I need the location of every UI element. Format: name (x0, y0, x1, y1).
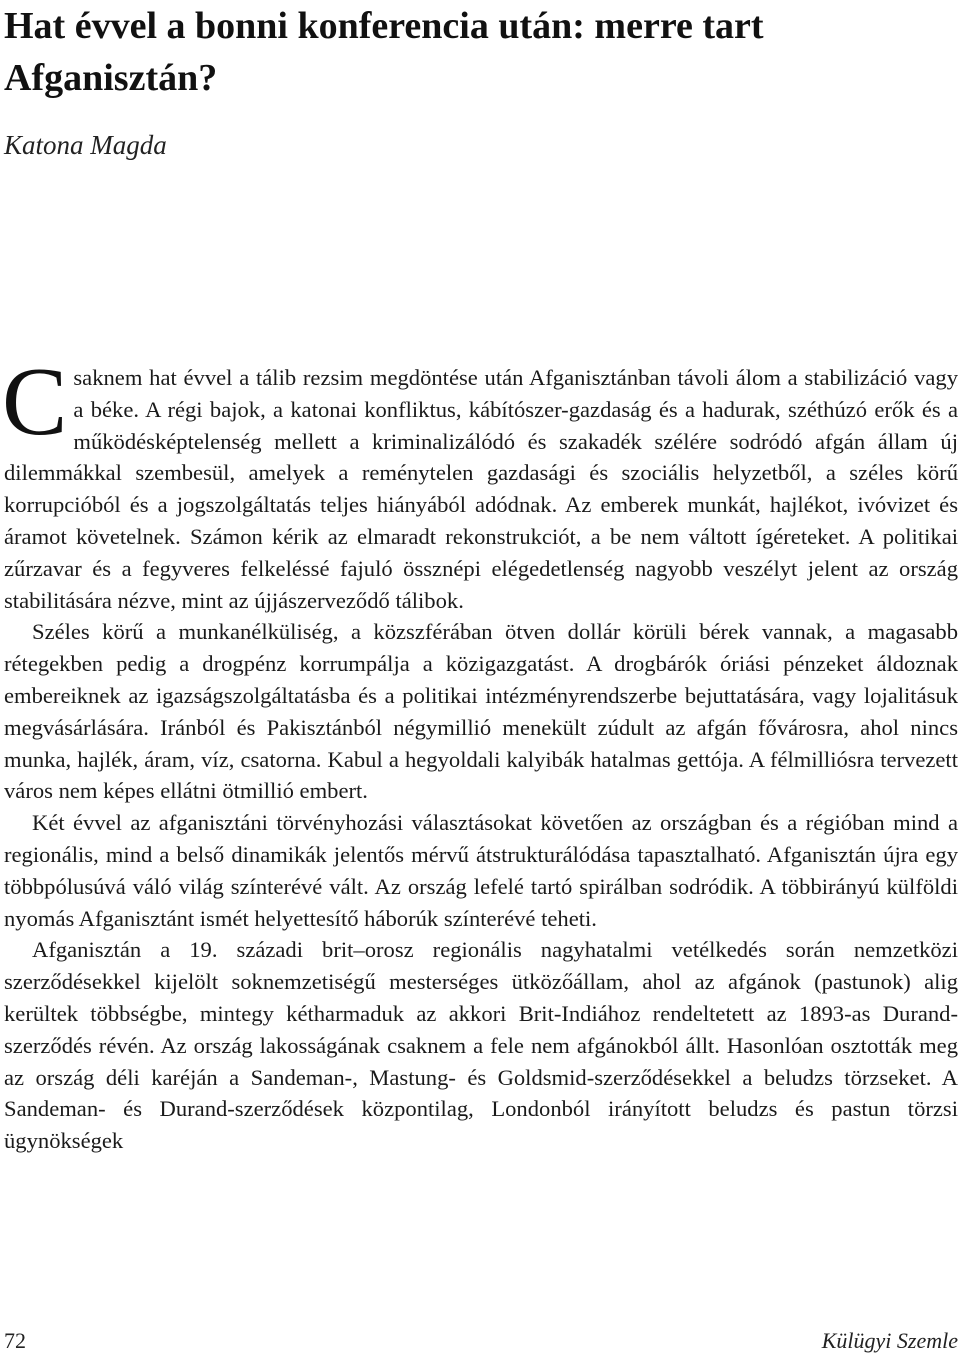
paragraph-1 (2, 348, 958, 616)
journal-name: Külügyi Szemle (821, 1328, 958, 1353)
paragraph-3: Két évvel az afganisztáni törvényhozási választásokat követően az országban és a régióban mind a regionális, mind a belső dinamikák jelentős mérvű átstrukturálódása tapasztalható. Afganisztán újra egy többpólusúvá váló világ színterévé vált. Az ország lefelé tartó spirálban sodródik. A többirányú külföldi nyomás Afganisztánt ismét helyettesítő háborúk színterévé teheti. (4, 810, 958, 931)
drop-cap: C (2, 348, 68, 456)
paragraph-4: Afganisztán a 19. századi brit–orosz regionális nagyhatalmi vetélkedés során nemzetközi szerződésekkel kijelölt soknemzetiségű mesterséges ütközőállam, ahol az afgánok (pastunok) alig kerültek többségbe, mintegy kétharmaduk az akkori Brit-Indiához rendeltetett az 1893-as Durand-szerződés révén. Az ország lakosságának csaknem a fele nem afgánokból állt. Hasonlóan osztották meg az ország déli karéján a Sandeman-, Mastung- és Goldsmid-szerződésekkel a beludzs törzseket. A Sandeman- és Durand-szerződések központilag, Londonból irányított beludzs és pastun törzsi ügynökségek (4, 937, 958, 1154)
article-body (2, 348, 958, 1157)
article-title: Hat évvel a bonni konferencia után: merre tart Afganisztán? (4, 5, 764, 99)
page-number: 72 (4, 1328, 26, 1353)
article-author: Katona Magda (4, 130, 167, 160)
page-footer (4, 1326, 958, 1356)
paragraph-text: saknem hat évvel a tálib rezsim megdöntése után Afganisztánban távoli álom a stabilizáció vagy a béke. A régi bajok, a katonai konfliktus, kábítószer-gazdaság és a hadurak, széthúzó erők és a működésképtelenség mellett a kriminalizálódó és szakadék szélére sodródó afgán állam új dilemmákkal szembesül, amelyek a reménytelen gazdasági és szociális helyzetből, a széles körű korrupcióból és a jogszolgáltatás teljes hiányából adódnak. Az emberek munkát, hajlékot, ivóvizet és áramot követelnek. Számon kérik az elmaradt rekonstrukciót, a be nem váltott ígéreteket. A politikai zűrzavar és a fegyveres felkeléssé fajuló össznépi elégedetlenség nagyobb veszélyt jelent az ország stabilitására nézve, mint az újjászerveződő tálibok. (4, 365, 958, 613)
paragraph-2: Széles körű a munkanélküliség, a közszférában ötven dollár körüli bérek vannak, a magasabb rétegekben pedig a drogpénz korrumpálja a közigazgatást. A drogbárók óriási pénzeket áldoznak embereiknek az igazságszolgáltatásba és a politikai intézményrendszerbe bejuttatására, vagy lojalitásuk megvásárlására. Iránból és Pakisztánból négymillió menekült zúdult az afgán fővárosra, ahol nincs munka, hajlék, áram, víz, csatorna. Kabul a hegyoldali kalyibák hatalmas gettója. A félmilliósra tervezett város nem képes ellátni ötmillió embert. (4, 619, 958, 804)
